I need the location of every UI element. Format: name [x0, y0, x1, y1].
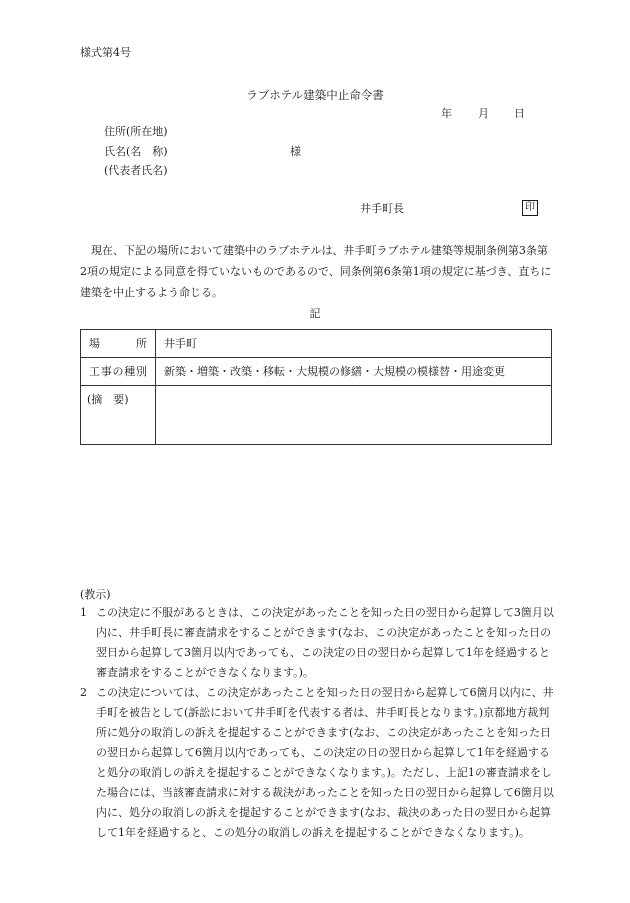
name-label: 氏名(名 称) [104, 145, 168, 158]
honorific-suffix: 様 [290, 145, 301, 158]
notice-text: この決定に不服があるときは、この決定があったことを知った日の翌日から起算して3箇月以内に、井手町長に審査請求をすることができます(なお、この決定があったことを知った日の翌日から起算して3箇月以内であっても、この決定の日の翌日から起算して1年を経過すると審査請求をすることができなくなります。)。 [96, 606, 554, 679]
table-label-cell [81, 386, 156, 445]
date-month-label: 月 [478, 107, 489, 120]
notice-heading: (教示) [80, 588, 111, 601]
notice-number: 1 [80, 606, 87, 619]
construction-type-value: 新築・増築・改築・移転・大規模の修繕・大規模の模様替・用途変更 [156, 358, 552, 386]
construction-type-label: 工事の種別 [89, 365, 147, 378]
table-row [81, 330, 552, 358]
date-day-label: 日 [514, 107, 525, 120]
notice-number: 2 [80, 686, 87, 699]
table-row [81, 358, 552, 386]
table-row [81, 386, 552, 445]
summary-label: (摘 要) [87, 393, 129, 406]
table-label-cell [81, 358, 156, 386]
date-year-label: 年 [441, 107, 452, 120]
summary-value [156, 386, 552, 445]
document-title: ラブホテル建築中止命令書 [246, 88, 384, 102]
form-number: 様式第4号 [80, 46, 131, 59]
seal-mark: 印 [522, 200, 538, 216]
notice-text: この決定については、この決定があったことを知った日の翌日から起算して6箇月以内に、井手町を被告として(訴訟において井手町を代表する者は、井手町長となります。)京都地方裁判所に処分の取消しの訴えを提起することができます(なお、この決定があったことを知った日の翌日から起算して6箇月以内であっても、この決定の日の翌日から起算して1年を経過すると処分の取消しの訴えを提起することができなくなります。)。ただし、上記1の審査請求をした場合には、当該審査請求に対する裁決があったことを知った日の翌日から起算して6箇月以内に、処分の取消しの訴えを提起することができます(なお、裁決のあった日の翌日から起算して1年を経過すると、この処分の取消しの訴えを提起することができなくなります。)。 [96, 686, 554, 839]
order-body-text: 現在、下記の場所において建築中のラブホテルは、井手町ラブホテル建築等規制条例第3条第2項の規定による同意を得ていないものであるので、同条例第6条第1項の規定に基づき、直ちに建築を中止するよう命じる。 [80, 244, 552, 299]
table-label-cell [81, 330, 156, 358]
issuer-name: 井手町長 [360, 202, 404, 215]
representative-label: (代表者氏名) [104, 164, 168, 177]
notice-item [80, 683, 554, 843]
location-value: 井手町 [156, 330, 552, 358]
ki-label: 記 [309, 307, 321, 320]
address-label: 住所(所在地) [104, 125, 168, 138]
notice-item [80, 603, 554, 683]
location-label: 場 所 [89, 337, 147, 350]
detail-table [80, 329, 552, 445]
